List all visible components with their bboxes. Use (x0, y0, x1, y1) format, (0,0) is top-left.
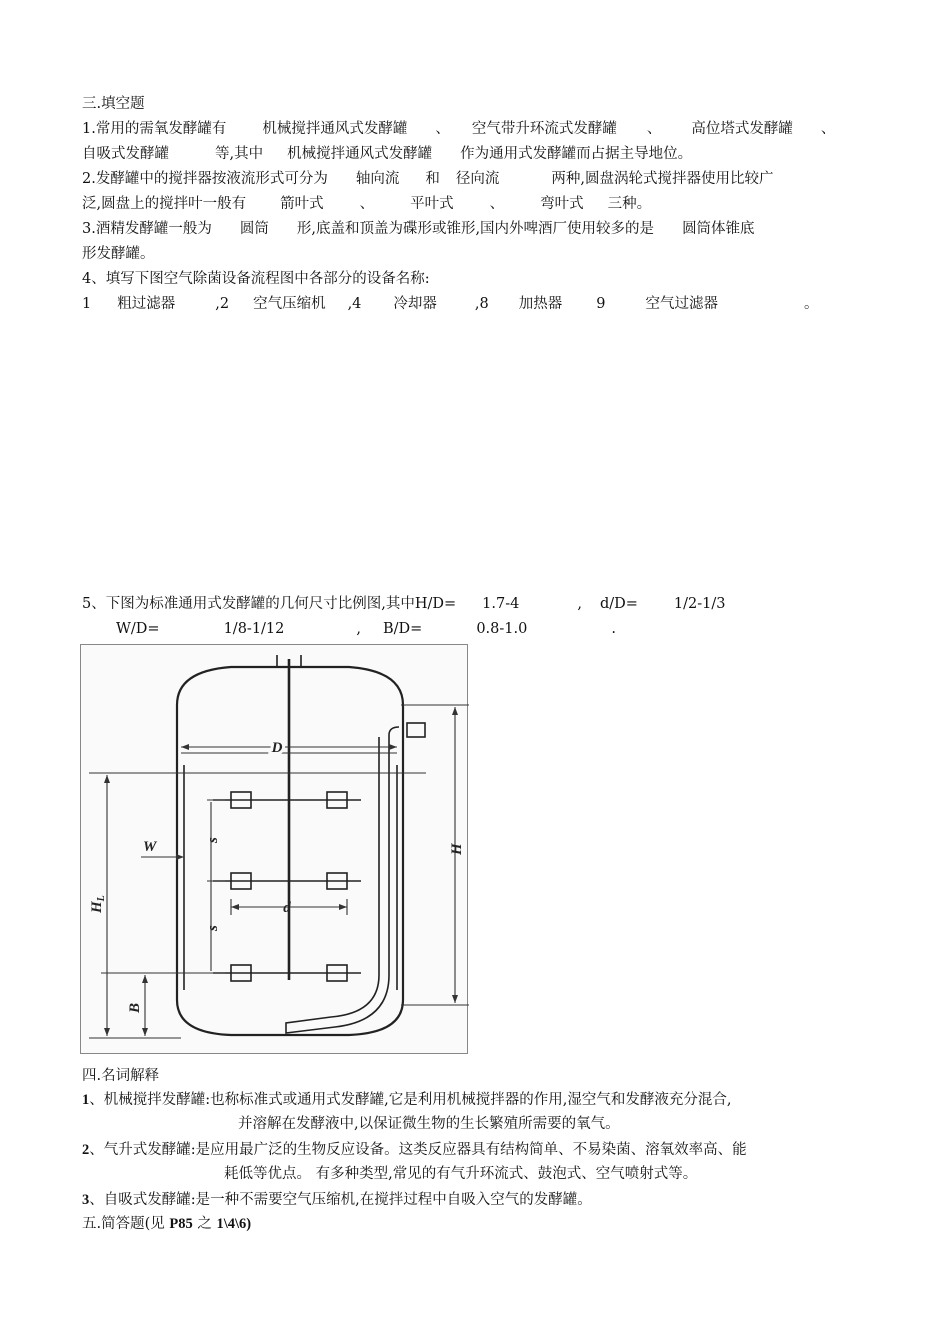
q4-num-8: ,8 (474, 296, 489, 312)
section5-heading (82, 1214, 872, 1234)
q3-line1 (82, 219, 872, 239)
q1-answer-2: 空气带升环流式发酵罐 (471, 121, 617, 137)
section5-heading-text-2: 之 (192, 1216, 217, 1232)
q1-answer-3: 高位塔式发酵罐 (691, 121, 793, 137)
term-2-line1 (82, 1140, 872, 1160)
q5-key-hd: H/D= (414, 596, 457, 612)
term-1-line2: 并溶解在发酵液中,以保证微生物的生长繁殖所需要的氧气。 (238, 1116, 620, 1132)
section5-heading-text: 五.简答题(见 (82, 1216, 170, 1232)
q4-answer-9: 空气过滤器 (645, 296, 718, 312)
q2-answer-1: 轴向流 (355, 171, 400, 187)
label-W: W (143, 839, 157, 855)
term-2-definition: 是应用最广泛的生物反应设备。这类反应器具有结构简单、不易染菌、溶氧效率高、能 (195, 1142, 747, 1158)
q4-answer-1: 粗过滤器 (117, 296, 176, 312)
q1-answer-5: 机械搅拌通风式发酵罐 (287, 146, 433, 162)
term-3-definition: 是一种不需要空气压缩机,在搅拌过程中自吸入空气的发酵罐。 (195, 1192, 592, 1208)
separator: 、 (435, 121, 450, 137)
q4-line1: 4、填写下图空气除菌设备流程图中各部分的设备名称: (82, 271, 430, 287)
q3-answer-1: 圆筒 (239, 221, 269, 237)
separator: , (577, 596, 582, 612)
q1-answer-4: 自吸式发酵罐 (82, 146, 169, 162)
fermenter-drawing (81, 645, 469, 1055)
term-3-line1 (82, 1190, 872, 1210)
q4-num-4: ,4 (347, 296, 362, 312)
q2-line2 (82, 194, 872, 214)
q1-suffix: 作为通用式发酵罐而占据主导地位。 (460, 146, 693, 162)
q4-end: 。 (804, 296, 819, 312)
q5-key-wd: W/D= (116, 621, 160, 637)
q4-answer-4: 冷却器 (393, 296, 437, 312)
q1-prefix: 1.常用的需氧发酵罐有 (82, 121, 227, 137)
q2-answer-3: 箭叶式 (280, 196, 324, 212)
section5-page-ref: P85 (169, 1216, 193, 1232)
term-1-title: 、机械搅拌发酵罐: (89, 1092, 211, 1108)
term-2-line2: 耗低等优点。 有多种类型,常见的有气升环流式、鼓泡式、空气喷射式等。 (224, 1166, 698, 1182)
q3-prefix: 3.酒精发酵罐一般为 (82, 221, 212, 237)
q1-line1 (82, 119, 872, 139)
q5-value-hd: 1.7-4 (482, 596, 520, 612)
q3-answer-2: 圆筒体锥底 (682, 221, 755, 237)
q4-line2 (82, 294, 872, 314)
q4-answer-2: 空气压缩机 (253, 296, 326, 312)
q5-line1 (82, 594, 872, 614)
term-1-line1 (82, 1090, 872, 1110)
q4-num-2: ,2 (215, 296, 230, 312)
section5-question-ref: 1\4\6) (216, 1216, 252, 1232)
q4-num-1: 1 (82, 296, 92, 312)
term-3-title: 、自吸式发酵罐: (89, 1192, 196, 1208)
impellers (213, 792, 361, 981)
separator: , (356, 621, 361, 637)
q1-line2 (82, 144, 872, 164)
term-1-definition: 也称标准式或通用式发酵罐,它是利用机械搅拌器的作用,湿空气和发酵液充分混合, (210, 1092, 732, 1108)
separator: 、 (359, 196, 375, 212)
q5-key-bd: B/D= (382, 621, 423, 637)
q1-mid: 等,其中 (215, 146, 264, 162)
section4-heading: 四.名词解释 (82, 1068, 160, 1084)
term-1-number: 1 (82, 1092, 90, 1108)
q3-mid: 形,底盖和顶盖为碟形或锥形,国内外啤酒厂使用较多的是 (296, 221, 655, 237)
label-H: H (449, 843, 465, 855)
q3-line2: 形发酵罐。 (82, 246, 155, 262)
label-HL: $H_L$ (89, 895, 107, 913)
label-B: B (127, 1002, 143, 1013)
q5-key-dd: d/D= (599, 596, 638, 612)
q2-answer-2: 径向流 (455, 171, 500, 187)
q5-end: . (611, 621, 616, 637)
fermenter-diagram (80, 644, 468, 1054)
q2-prefix: 2.发酵罐中的搅拌器按液流形式可分为 (82, 171, 328, 187)
q5-value-dd: 1/2-1/3 (673, 596, 726, 612)
term-2-number: 2 (82, 1142, 90, 1158)
q5-prefix: 5、下图为标准通用式发酵罐的几何尺寸比例图,其中 (82, 596, 415, 612)
q5-value-bd: 0.8-1.0 (476, 621, 528, 637)
separator: 、 (820, 121, 836, 137)
q1-answer-1: 机械搅拌通风式发酵罐 (262, 121, 408, 137)
q5-line2 (116, 619, 906, 639)
label-d: d (283, 900, 291, 916)
q5-value-wd: 1/8-1/12 (223, 621, 285, 637)
q2-answer-4: 平叶式 (410, 196, 454, 212)
q2-answer-5: 弯叶式 (540, 196, 584, 212)
q2-prefix-2: 泛,圆盘上的搅拌叶一般有 (82, 196, 247, 212)
q2-suffix: 两种,圆盘涡轮式搅拌器使用比较广 (551, 171, 774, 187)
term-2-title: 、气升式发酵罐: (89, 1142, 196, 1158)
label-s-lower: s (205, 925, 221, 931)
separator: 、 (489, 196, 505, 212)
term-3-number: 3 (82, 1192, 90, 1208)
label-D: D (271, 740, 283, 756)
q2-mid: 和 (425, 171, 440, 187)
section3-heading: 三.填空题 (82, 96, 145, 112)
q4-answer-8: 加热器 (518, 296, 563, 312)
q2-suffix-2: 三种。 (607, 196, 652, 212)
q2-line1 (82, 169, 872, 189)
label-s-upper: s (205, 837, 221, 843)
air-inlet-nozzle (407, 723, 425, 737)
separator: 、 (646, 121, 662, 137)
q4-num-9: 9 (596, 296, 606, 312)
